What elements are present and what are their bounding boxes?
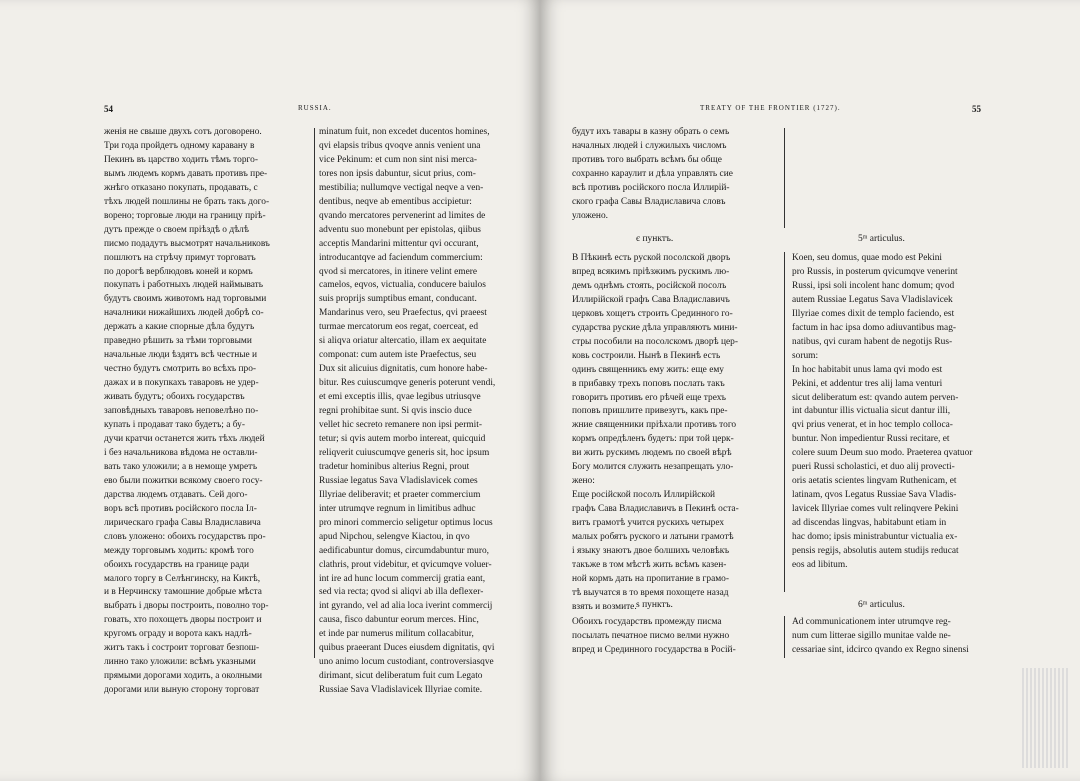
- text-line: впред и Срединного государства в Росій-: [572, 644, 736, 655]
- text-line: в прибавку трехъ поповъ послать такъ: [572, 378, 725, 389]
- article-heading-latin: 5ᵐ articulus.: [858, 234, 905, 244]
- text-line: церковъ хощетъ строить Срединного го-: [572, 308, 733, 319]
- text-line: turmae mercatorum eos regat, coerceat, ed: [319, 322, 479, 333]
- text-line: противъ того выбрать всѣмъ бы обще: [572, 154, 722, 165]
- text-line: будутъ своимъ животомъ над торговыми: [104, 294, 267, 305]
- text-line: жено:: [572, 476, 595, 487]
- text-line: hac domo; ipsis ministrabuntur victualia ex-: [792, 532, 958, 543]
- text-line: графъ Сава Владиславичъ в Пекинѣ оста-: [572, 504, 739, 515]
- text-line: adventu suo monebunt per epistolas, qiibus: [319, 224, 481, 235]
- text-line: qvi elapsis tribus qvoqve annis venient una: [319, 140, 481, 151]
- text-line: тѣхъ людей пошлины не брать такъ дого-: [104, 196, 270, 207]
- text-line: tradetur hominibus alterius Regni, prout: [319, 461, 470, 472]
- latin-text-column: [319, 126, 524, 698]
- text-line: Illyriae deliberavit; et praeter commercium: [319, 489, 481, 500]
- text-line: camelos, eqvos, victualia, conducere baiulos: [319, 280, 486, 291]
- text-line: Koen, seu domus, quae modo est Pekini: [792, 253, 942, 263]
- text-line: по дорогѣ верблюдовъ коней и кормъ: [104, 266, 253, 277]
- text-line: latinam, qvos Legatus Russiae Sava Vladis-: [792, 490, 957, 501]
- text-line: dentibus, neqve ab ementibus accipietur:: [319, 196, 472, 207]
- text-line: pensis regijs, absolutis autem studijs reducat: [792, 546, 959, 557]
- text-line: честно будутъ смотрить во всѣхъ про-: [104, 364, 257, 375]
- text-line: ево были пожитки всякому своего госу-: [104, 475, 263, 486]
- text-line: жние священники пріѣхали противъ того: [572, 420, 737, 431]
- text-line: словъ уложено: обоихъ государствъ про-: [104, 531, 266, 542]
- text-line: oris aetatis scientes lingvam Ruthenicam, et: [792, 476, 957, 487]
- text-line: inter utrumqve regnum in limitibus adhuc: [319, 503, 476, 514]
- column-divider: [784, 128, 785, 228]
- text-line: началных людей і служилыхъ числомъ: [572, 140, 727, 151]
- text-line: кругомъ ограду и ворота какъ надлѣ-: [104, 629, 252, 640]
- text-line: впред всякимъ пріѣзжимъ рускимъ лю-: [572, 266, 730, 277]
- text-line: Пекинъ въ царство ходить тѣмъ торго-: [104, 154, 258, 165]
- text-line: vellet hic secreto remanere non ipsi permit-: [319, 420, 482, 431]
- text-line: дучи кратчи останется жить тѣхъ людей: [104, 433, 265, 444]
- text-line: dirimant, sicut deliberatum fuit cum Legato: [319, 671, 483, 682]
- text-line: праведно рѣшить за тѣми торговыми: [104, 336, 252, 347]
- running-head: TREATY OF THE FRONTIER (1727).: [700, 104, 841, 112]
- text-line: Богу молится служить незапрещать уло-: [572, 462, 734, 473]
- text-line: женія не свыше двухъ сотъ договорено.: [104, 127, 262, 137]
- text-line: линно тако уложили: всѣмъ указными: [104, 657, 256, 668]
- text-line: купать і продават тако будетъ; а бу-: [104, 420, 245, 431]
- russian-article-text: [572, 252, 778, 615]
- text-line: In hoc habitabit unus lama qvi modo est: [792, 364, 943, 375]
- text-line: cessariae sint, idcirco qvando ex Regno sinensi: [792, 644, 969, 655]
- column-divider: [784, 616, 785, 658]
- text-line: suis proprijs sumptibus emant, conducant.: [319, 294, 477, 305]
- text-line: одинъ священникъ ему жить: еще ему: [572, 364, 724, 375]
- text-line: acceptis Mandarini mittentur qvi occurant,: [319, 238, 479, 249]
- text-line: int gyrando, vel ad alia loca iverint commercij: [319, 601, 493, 612]
- text-line: покупать і работныхъ людей наймывать: [104, 280, 264, 291]
- text-line: factum in hac ipsa domo adiuvantibus mag-: [792, 322, 957, 333]
- text-line: Три года пройдетъ одному каравану в: [104, 140, 255, 151]
- text-line: уложено.: [572, 210, 608, 221]
- text-line: Russiae Sava Vladislavicek Illyriae comite.: [319, 685, 483, 696]
- latin-article-text: [792, 616, 992, 658]
- text-line: держать а какие спорные дѣла будутъ: [104, 322, 255, 333]
- text-line: pro minori commercio seligetur optimus locus: [319, 517, 493, 528]
- text-line: ворено; торговые люди на границу пріѣ-: [104, 210, 266, 221]
- text-line: sed via recta; qvod si aliqvi ab illa deflexer-: [319, 587, 484, 598]
- text-line: ского графа Савы Владиславича словъ: [572, 196, 726, 207]
- text-line: начальные люди ѣздятъ всѣ честные и: [104, 350, 258, 361]
- text-line: et inde par numerus militum collacabitur,: [319, 629, 474, 640]
- text-line: выбрать і дворы построить, поволно тор-: [104, 601, 269, 612]
- text-line: и в Нерчинску тамошние добрые мѣста: [104, 587, 262, 598]
- text-line: ad discendas lingvas, habitabunt etiam in: [792, 518, 947, 529]
- text-line: писмо подадутъ высмотрят начальниковъ: [104, 238, 270, 249]
- text-line: pueri Russi scholastici, et duo alij provecti-: [792, 462, 955, 473]
- text-line: тѣ выучатся в то время похощете назад: [572, 587, 729, 598]
- text-line: дутъ прежде о своем пріѣздѣ о дѣлѣ: [104, 224, 249, 235]
- text-line: обоихъ государствъ на границе ради: [104, 559, 250, 570]
- text-line: aedificabuntur domus, circumdabuntur muro,: [319, 545, 490, 556]
- text-line: Illyriae comes dixit de templo faciendo, est: [792, 308, 955, 319]
- text-line: вать тако уложили; а в немоще умретъ: [104, 461, 258, 472]
- text-line: eos ad libitum.: [792, 559, 848, 570]
- text-line: малых робятъ руского и латыни грамотѣ: [572, 532, 734, 543]
- text-line: natibus, qvi curam habent de negotijs Rus-: [792, 336, 953, 347]
- article-heading-russian: є пунктъ.: [636, 234, 674, 244]
- text-line: стры пособили на посолскомъ дворѣ цер-: [572, 336, 738, 347]
- text-line: посылать печатное писмо велми нужно: [572, 630, 730, 641]
- text-line: Pekini, et addentur tres alij lama venturi: [792, 378, 943, 389]
- text-line: Иллирійской графъ Сава Владиславичъ: [572, 294, 730, 305]
- text-line: tetur; si qvis autem morbo intereat, quicquid: [319, 433, 486, 444]
- text-line: Ad communicationem inter utrumqve reg-: [792, 617, 951, 627]
- text-line: int dabuntur illis victualia sicut dantur illi,: [792, 406, 951, 417]
- text-line: заповѣдныхъ таваровъ неповелѣно по-: [104, 406, 259, 417]
- article-heading-russian: ѕ пунктъ.: [636, 600, 673, 610]
- text-line: pro Russis, in posterum qvicumqve venerint: [792, 266, 958, 277]
- russian-text-column: [572, 126, 778, 224]
- text-line: дажах и в покупкахъ таваровъ не удер-: [104, 378, 259, 389]
- text-line: Russi, ipsi soli incolent hanc domum; qvod: [792, 280, 955, 291]
- text-line: uno animo locum custodiant, controversiasqve: [319, 657, 494, 668]
- page-number: 55: [972, 104, 981, 114]
- text-line: всѣ противъ російского посла Иллирій-: [572, 182, 730, 193]
- text-line: Dux sit alicuius dignitatis, cum honore habe-: [319, 364, 488, 375]
- column-divider: [314, 128, 315, 658]
- text-line: і языку знаютъ двое болшихъ человѣкъ: [572, 546, 730, 557]
- text-line: дорогами или выную сторону торговат: [104, 685, 260, 696]
- text-line: num cum litterae sigillo munitae valde ne-: [792, 630, 951, 641]
- text-line: такъже в том мѣстѣ жить всѣмъ казен-: [572, 559, 727, 570]
- latin-article-text: [792, 252, 992, 573]
- text-line: ковь состроили. Нынѣ в Пекинѣ есть: [572, 350, 721, 361]
- text-line: малого торгу в Селѣнгинску, на Киктѣ,: [104, 573, 261, 584]
- text-line: mestibilia; nullumqve vectigal neqve a ven-: [319, 182, 484, 193]
- text-line: дарства людемъ отдавать. Сей дого-: [104, 489, 248, 500]
- text-line: і без начальникова вѣдома не оставли-: [104, 447, 258, 458]
- text-line: colere suum Deum suo modo. Praeterea qvatuor: [792, 448, 973, 459]
- text-line: взять и возмите.: [572, 601, 637, 612]
- text-line: quibus praeerant Duces eiusdem dignitatis, qvi: [319, 643, 495, 654]
- text-line: reliqverit cuiuscumqve generis sit, hoc ipsum: [319, 447, 490, 458]
- text-line: говоритъ противъ его рѣчей еще трехъ: [572, 392, 726, 403]
- text-line: демъ однѣмъ стоять, російской посолъ: [572, 280, 727, 291]
- text-line: воръ всѣ противъ російского посла Іл-: [104, 503, 257, 514]
- text-line: componat: cum autem iste Praefectus, seu: [319, 350, 477, 361]
- text-line: causa, fisco dabuntur eorum merces. Hinc,: [319, 615, 479, 626]
- text-line: Russiae legatus Sava Vladislavicek comes: [319, 475, 478, 486]
- text-line: qvando mercatores pervenerint ad limites de: [319, 210, 486, 221]
- text-line: сударства руские дѣла управляютъ мини-: [572, 322, 738, 333]
- text-line: прямыми дорогами ходить, а околными: [104, 671, 263, 682]
- text-line: ной кормъ дать на пропитание в грамо-: [572, 573, 729, 584]
- text-line: ви жить рускимъ людемъ по своей вѣрѣ: [572, 448, 732, 459]
- text-line: кормъ опредѣленъ будетъ: при той церк-: [572, 434, 734, 445]
- text-line: сохранно караулит и дѣла управлять сие: [572, 168, 733, 179]
- text-line: autem Russiae Legatus Sava Vladislavicek: [792, 294, 953, 305]
- text-line: lavicek Illyriae comes vult relinqvere Pekini: [792, 504, 959, 515]
- russian-text-column: [104, 126, 309, 698]
- text-line: int ire ad hunc locum commercij gratia eant,: [319, 573, 486, 584]
- text-line: лирическаго графа Савы Владиславича: [104, 517, 261, 528]
- text-line: Еще російской посолъ Иллирійской: [572, 490, 716, 501]
- text-line: clathris, prout videbitur, et qvicumqve voluer-: [319, 559, 492, 570]
- text-line: поповъ пришлите привезутъ, какъ пре-: [572, 406, 728, 417]
- text-line: minatum fuit, non excedet ducentos homines,: [319, 127, 490, 137]
- right-page: [540, 0, 1080, 781]
- page-number: 54: [104, 104, 113, 114]
- text-line: regni prohibitae sunt. Si qvis inscio duce: [319, 406, 472, 417]
- text-line: sicut deliberatum est: qvando autem perven-: [792, 392, 959, 403]
- text-line: qvod si mercatores, in itinere velint emere: [319, 266, 478, 277]
- column-divider: [784, 252, 785, 592]
- text-line: витъ грамотѣ учится рускихъ четырех: [572, 518, 725, 529]
- text-line: et emi exceptis illis, qvae legibus utriusqve: [319, 392, 481, 403]
- text-line: Обоихъ государствъ промежду писма: [572, 617, 722, 627]
- text-line: говать, хто похощетъ дворы построит и: [104, 615, 262, 626]
- text-line: началники нижайшихъ людей добрѣ со-: [104, 308, 264, 319]
- text-line: жнѣго отказано покупать, продавать, с: [104, 182, 258, 193]
- russian-article-text: [572, 616, 778, 658]
- text-line: vice Pekinum: et cum non sint nisi merca-: [319, 154, 478, 165]
- running-head: RUSSIA.: [298, 104, 332, 112]
- text-line: В Пѣкинѣ есть руской посолской дворъ: [572, 253, 731, 263]
- library-stamp-icon: [1022, 668, 1070, 768]
- text-line: tores non ipsis dabuntur, sicut prius, com-: [319, 168, 476, 179]
- text-line: bitur. Res cuiuscumqve generis poterunt vendi,: [319, 378, 496, 389]
- text-line: житъ такъ і состроит торговат безпош-: [104, 643, 260, 654]
- text-line: sorum:: [792, 350, 819, 361]
- text-line: si aliqva oriatur altercatio, illam ex aequitate: [319, 336, 487, 347]
- article-heading-latin: 6ᵐ articulus.: [858, 600, 905, 610]
- text-line: apud Nipchou, selengve Kiactou, in qvo: [319, 531, 470, 542]
- text-line: introducantqve ad faciendum commercium:: [319, 252, 483, 263]
- text-line: вымъ людемъ кормъ давать противъ пре-: [104, 168, 268, 179]
- text-line: buntur. Non impedientur Russi recitare, et: [792, 434, 950, 445]
- text-line: живать будутъ; обоихъ государствъ: [104, 392, 245, 403]
- text-line: между торговымъ ходить: кромѣ того: [104, 545, 254, 556]
- text-line: будут ихъ тавары в казну обрать о семъ: [572, 127, 730, 137]
- text-line: пошлютъ на стрѣчу примут торговатъ: [104, 252, 256, 263]
- text-line: Mandarinus vero, seu Praefectus, qvi praeest: [319, 308, 487, 319]
- text-line: qvi prius venerat, et in hoc templo colloca-: [792, 420, 953, 431]
